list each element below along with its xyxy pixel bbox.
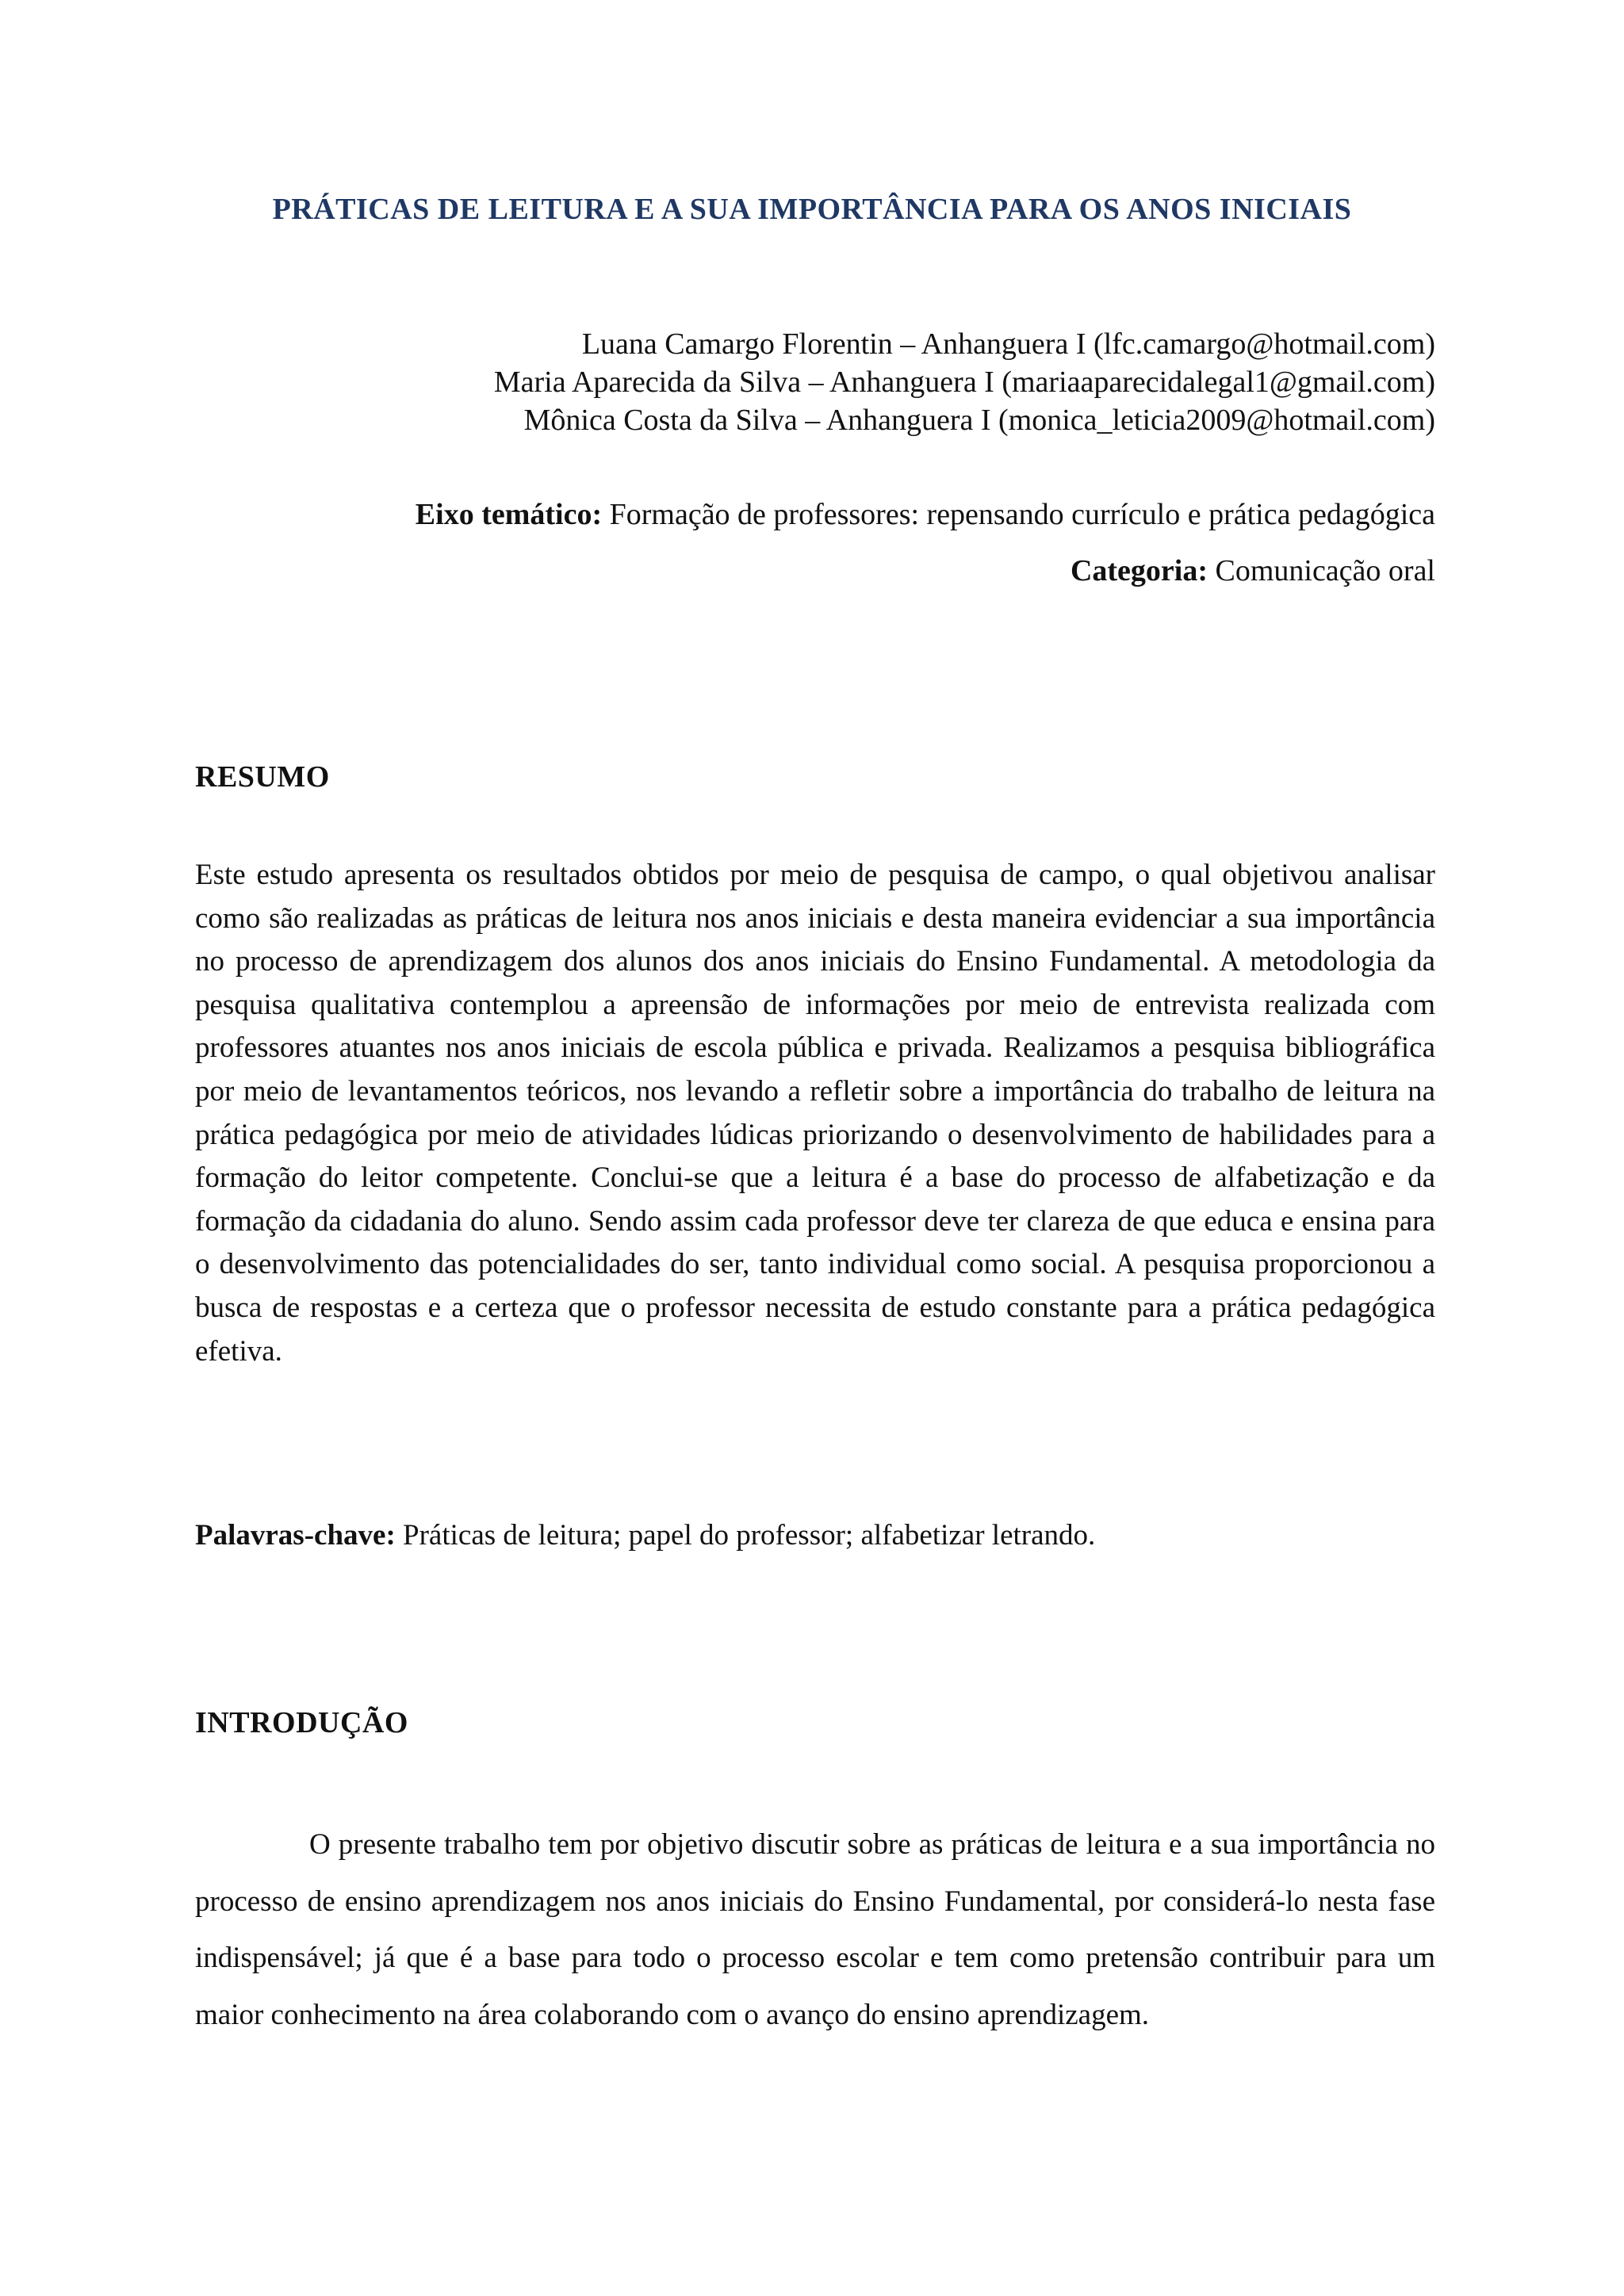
keywords [195,1518,1095,1552]
author-list [494,325,1435,439]
thematic-axis [416,497,1435,532]
thematic-axis-value: Formação de professores: repensando currículo e prática pedagógica [602,498,1435,531]
thematic-axis-label: Eixo temático: [415,498,603,531]
category [1071,553,1435,588]
introduction-heading: INTRODUÇÃO [195,1706,408,1739]
abstract-heading: RESUMO [195,760,330,794]
paper-title: PRÁTICAS DE LEITURA E A SUA IMPORTÂNCIA PARA OS ANOS INICIAIS [272,193,1352,226]
author-line: Mônica Costa da Silva – Anhanguera I (monica_leticia2009@hotmail.com) [523,404,1435,437]
category-label: Categoria: [1070,554,1208,587]
keywords-label: Palavras-chave: [195,1519,396,1552]
category-value: Comunicação oral [1207,554,1435,587]
author-line: Luana Camargo Florentin – Anhanguera I (lfc.camargo@hotmail.com) [581,327,1435,361]
keywords-value: Práticas de leitura; papel do professor; alfabetizar letrando. [395,1519,1096,1552]
introduction-text: O presente trabalho tem por objetivo discutir sobre as práticas de leitura e a sua importância no processo de ensino aprendizagem nos anos iniciais do Ensino Fundamental, por considerá-lo nesta fase indispensável; já que é a base para todo o processo escolar e tem como pretensão contribuir para um maior conhecimento na área colaborando com o avanço do ensino aprendizagem. [195,1828,1435,2031]
abstract-text: Este estudo apresenta os resultados obtidos por meio de pesquisa de campo, o qual objetivou analisar como são realizadas as práticas de leitura nos anos iniciais e desta maneira evidenciar a sua importância no processo de aprendizagem dos alunos dos anos iniciais do Ensino Fundamental. A metodologia da pesquisa qualitativa contemplou a apreensão de informações por meio de entrevista realizada com professores atuantes nos anos iniciais de escola pública e privada. Realizamos a pesquisa bibliográfica por meio de levantamentos teóricos, nos levando a refletir sobre a importância do trabalho de leitura na prática pedagógica por meio de atividades lúdicas priorizando o desenvolvimento de habilidades para a formação do leitor competente. Conclui-se que a leitura é a base do processo de alfabetização e da formação da cidadania do aluno. Sendo assim cada professor deve ter clareza de que educa e ensina para o desenvolvimento das potencialidades do ser, tanto individual como social. A pesquisa proporcionou a busca de respostas e a certeza que o professor necessita de estudo constante para a prática pedagógica efetiva. [195,859,1435,1368]
author-line: Maria Aparecida da Silva – Anhanguera I (mariaaparecidalegal1@gmail.com) [493,365,1435,399]
